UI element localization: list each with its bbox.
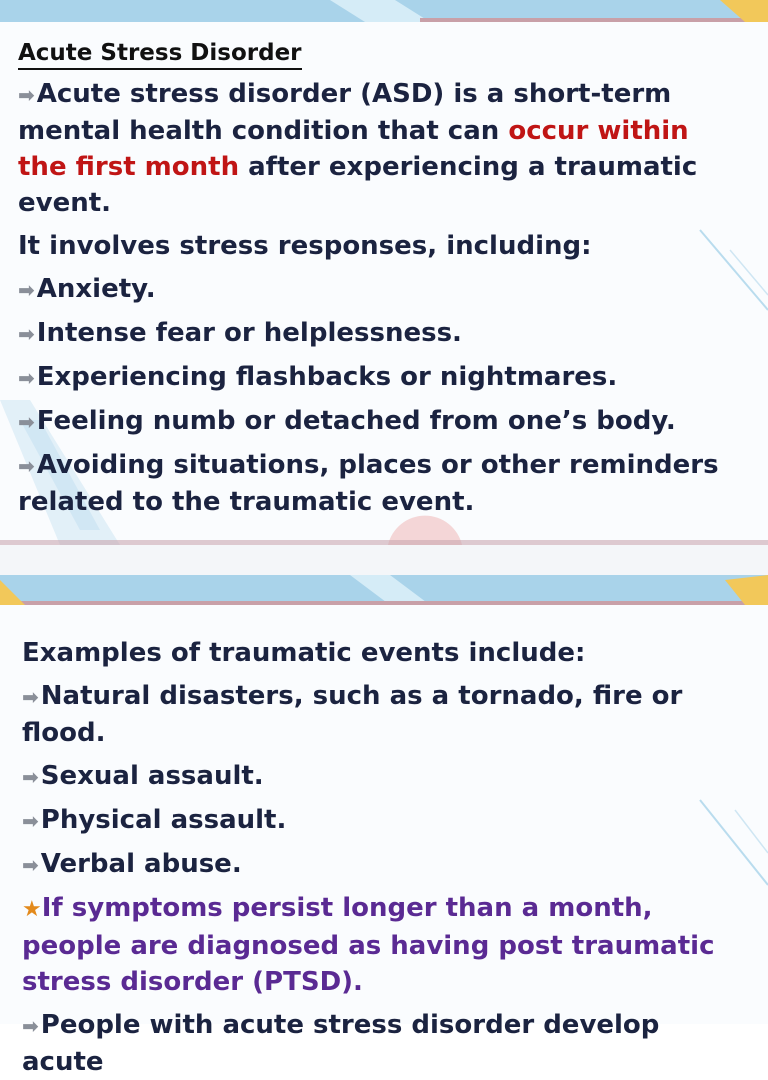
list-item-text: Natural disasters, such as a tornado, fire or flood. xyxy=(22,681,683,748)
list-item xyxy=(22,1007,738,1080)
list-item xyxy=(22,758,738,795)
list-item xyxy=(18,271,738,308)
arrow-right-icon: ➡ xyxy=(22,1014,39,1038)
examples-title: Examples of traumatic events include: xyxy=(22,638,586,668)
arrow-right-icon: ➡ xyxy=(18,454,35,478)
list-item xyxy=(18,447,738,520)
star-icon: ★ xyxy=(22,897,42,922)
list-item-text: People with acute stress disorder develop acute xyxy=(22,1010,660,1077)
ptsd-note xyxy=(22,890,738,1000)
arrow-right-icon: ➡ xyxy=(18,83,35,107)
list-item xyxy=(22,802,738,839)
ptsd-note-text: If symptoms persist longer than a month, people are diagnosed as having post traumatic stress disorder (PTSD). xyxy=(22,893,715,997)
arrow-right-icon: ➡ xyxy=(18,278,35,302)
arrow-right-icon: ➡ xyxy=(22,765,39,789)
intro-text-after: after experiencing a traumatic event. xyxy=(18,152,698,218)
list-item-text: Physical assault. xyxy=(40,805,287,835)
list-item-text: Anxiety. xyxy=(36,274,156,304)
list-item xyxy=(22,678,738,751)
arrow-right-icon: ➡ xyxy=(18,410,35,434)
list-item-text: Feeling numb or detached from one’s body. xyxy=(36,406,676,436)
arrow-right-icon: ➡ xyxy=(22,853,39,877)
intro-text-before: Acute stress disorder (ASD) is a short-term mental health condition that can xyxy=(18,79,672,146)
involves-line: It involves stress responses, including: xyxy=(18,231,592,261)
intro-paragraph xyxy=(18,76,738,221)
list-item-text: Experiencing flashbacks or nightmares. xyxy=(36,362,618,392)
arrow-right-icon: ➡ xyxy=(18,366,35,390)
slide-2 xyxy=(0,575,768,1077)
slide-1-content xyxy=(18,40,738,520)
arrow-right-icon: ➡ xyxy=(22,685,39,709)
list-item xyxy=(22,846,738,883)
list-item-text: Intense fear or helplessness. xyxy=(36,318,462,348)
list-item-text: Avoiding situations, places or other reminders related to the traumatic event. xyxy=(18,450,719,517)
list-item xyxy=(18,315,738,352)
arrow-right-icon: ➡ xyxy=(18,322,35,346)
page-title: Acute Stress Disorder xyxy=(18,40,302,70)
intro-highlight: occur within the first month xyxy=(18,116,689,182)
slide-2-content xyxy=(22,635,738,1080)
list-item-text: Sexual assault. xyxy=(40,761,264,791)
list-item xyxy=(18,359,738,396)
slide-divider xyxy=(0,545,768,575)
list-item xyxy=(18,403,738,440)
arrow-right-icon: ➡ xyxy=(22,809,39,833)
list-item-text: Verbal abuse. xyxy=(40,849,242,879)
